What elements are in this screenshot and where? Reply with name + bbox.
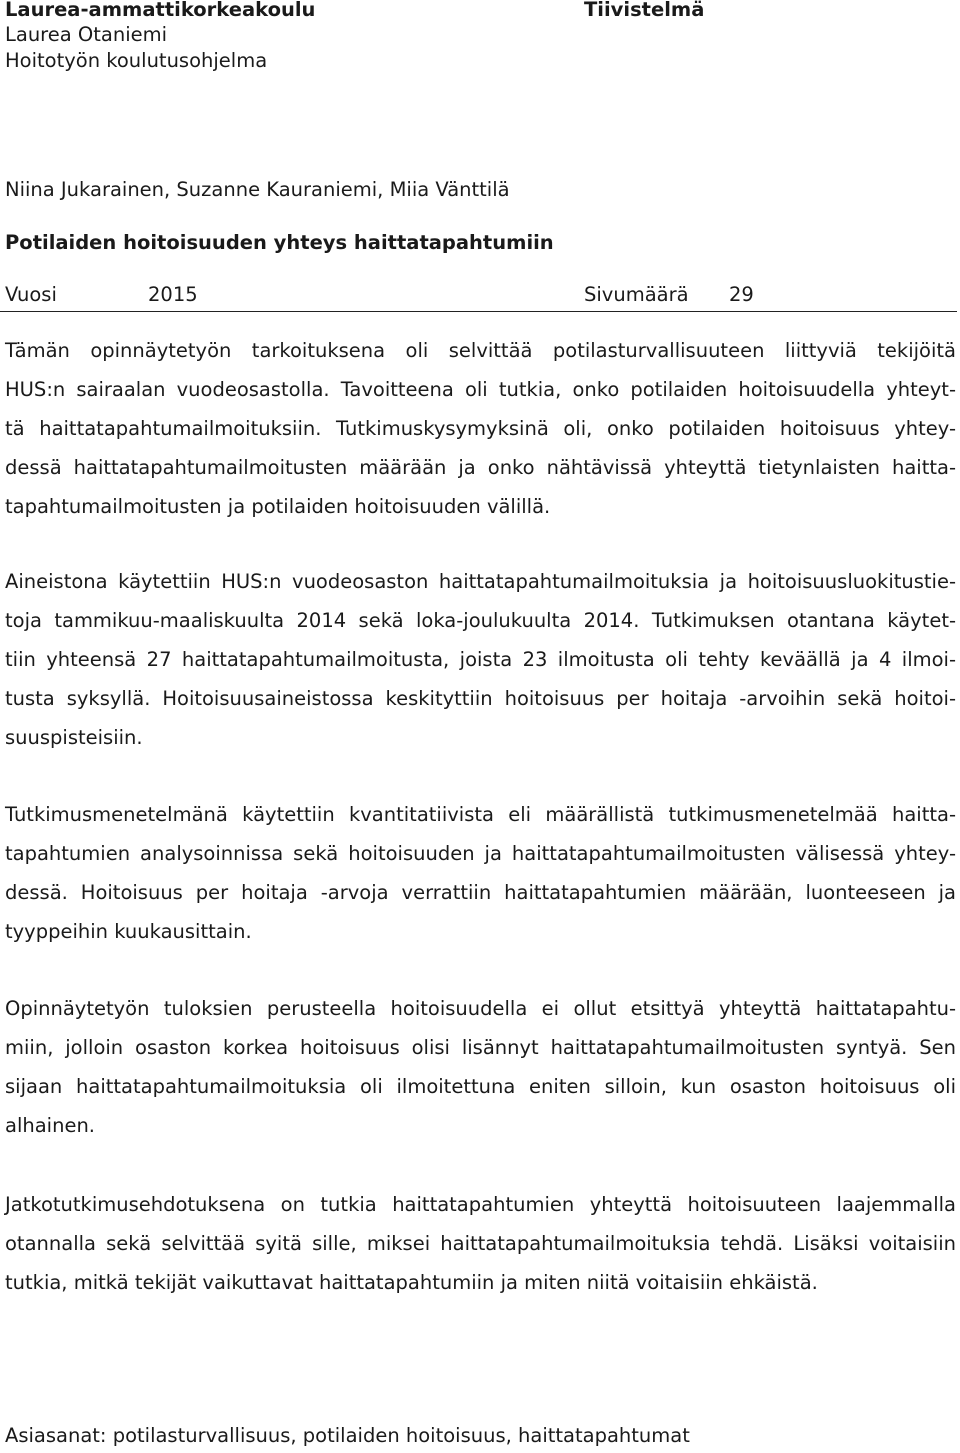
abstract-paragraph-further-research (5, 1186, 956, 1303)
page-count-value: 29 (729, 283, 754, 306)
paragraph-line: suuspisteisiin. (5, 725, 143, 749)
paragraph-line: Opinnäytetyön tuloksien perusteella hoitoisuudella ei ollut etsittyä yhteyttä haittatapahtu- (5, 997, 956, 1020)
keywords: Asiasanat: potilasturvallisuus, potilaiden hoitoisuus, haittatapahtumat (5, 1424, 690, 1447)
document-type: Tiivistelmä (584, 0, 705, 21)
paragraph-line: tapahtumailmoitusten ja potilaiden hoitoisuuden välillä. (5, 494, 551, 518)
paragraph-line: toja tammikuu-maaliskuulta 2014 sekä loka-joulukuulta 2014. Tutkimuksen otantana käytet- (5, 608, 956, 632)
authors: Niina Jukarainen, Suzanne Kauraniemi, Miia Vänttilä (5, 178, 510, 201)
paragraph-line: tusta syksyllä. Hoitoisuusaineistossa keskityttiin hoitoisuus per hoitaja -arvoihin sekä hoitoi- (5, 686, 956, 710)
paragraph-line: tyyppeihin kuukausittain. (5, 919, 252, 943)
year-label: Vuosi (5, 283, 57, 306)
paragraph-line: Jatkotutkimusehdotuksena on tutkia haittatapahtumien yhteyttä hoitoisuuteen laajemmalla (5, 1193, 956, 1216)
paragraph-line: miin, jolloin osaston korkea hoitoisuus olisi lisännyt haittatapahtumailmoitusten syntyä. Sen (5, 1035, 956, 1059)
paragraph-line: Tutkimusmenetelmänä käytettiin kvantitatiivista eli määrällistä tutkimusmenetelmää haitta- (5, 803, 956, 826)
abstract-paragraph-results (5, 990, 956, 1146)
paragraph-line: tiin yhteensä 27 haittatapahtumailmoitusta, joista 23 ilmoitusta oli tehty keväällä ja 4 ilmoi- (5, 647, 956, 671)
thesis-title: Potilaiden hoitoisuuden yhteys haittatapahtumiin (5, 231, 554, 254)
paragraph-line: sijaan haittatapahtumailmoituksia oli ilmoitettuna eniten silloin, kun osaston hoitoisuus oli (5, 1074, 956, 1098)
paragraph-line: HUS:n sairaalan vuodeosastolla. Tavoitteena oli tutkia, onko potilaiden hoitoisuudella yhteyt- (5, 377, 956, 401)
abstract-paragraph-purpose (5, 332, 956, 527)
abstract-paragraph-method (5, 796, 956, 952)
abstract-paragraph-material (5, 563, 956, 758)
paragraph-line: dessä haittatapahtumailmoitusten määrään ja onko nähtävissä yhteyttä tietynlaisten haitta- (5, 455, 956, 479)
page-count-label: Sivumäärä (584, 283, 689, 306)
paragraph-line: alhainen. (5, 1113, 96, 1137)
paragraph-line: Tämän opinnäytetyön tarkoituksena oli selvittää potilasturvallisuuteen liittyviä tekijöitä (5, 339, 956, 362)
paragraph-line: otannalla sekä selvittää syitä sille, miksei haittatapahtumailmoituksia tehdä. Lisäksi voitaisiin (5, 1231, 956, 1255)
programme-name: Hoitotyön koulutusohjelma (5, 49, 268, 72)
paragraph-line: tä haittatapahtumailmoituksiin. Tutkimuskysymyksinä oli, onko potilaiden hoitoisuus yhtey- (5, 416, 956, 440)
paragraph-line: tapahtumien analysoinnissa sekä hoitoisuuden ja haittatapahtumailmoitusten välisessä yhtey- (5, 841, 956, 865)
school-name: Laurea-ammattikorkeakoulu (5, 0, 316, 21)
paragraph-line: tutkia, mitkä tekijät vaikuttavat haittatapahtumiin ja miten niitä voitaisiin ehkäistä. (5, 1270, 818, 1294)
campus-name: Laurea Otaniemi (5, 23, 168, 46)
divider-rule (0, 311, 957, 312)
year-value: 2015 (148, 283, 198, 306)
paragraph-line: dessä. Hoitoisuus per hoitaja -arvoja verrattiin haittatapahtumien määrään, luonteeseen ja (5, 880, 956, 904)
paragraph-line: Aineistona käytettiin HUS:n vuodeosaston haittatapahtumailmoituksia ja hoitoisuusluokitustie- (5, 570, 956, 593)
